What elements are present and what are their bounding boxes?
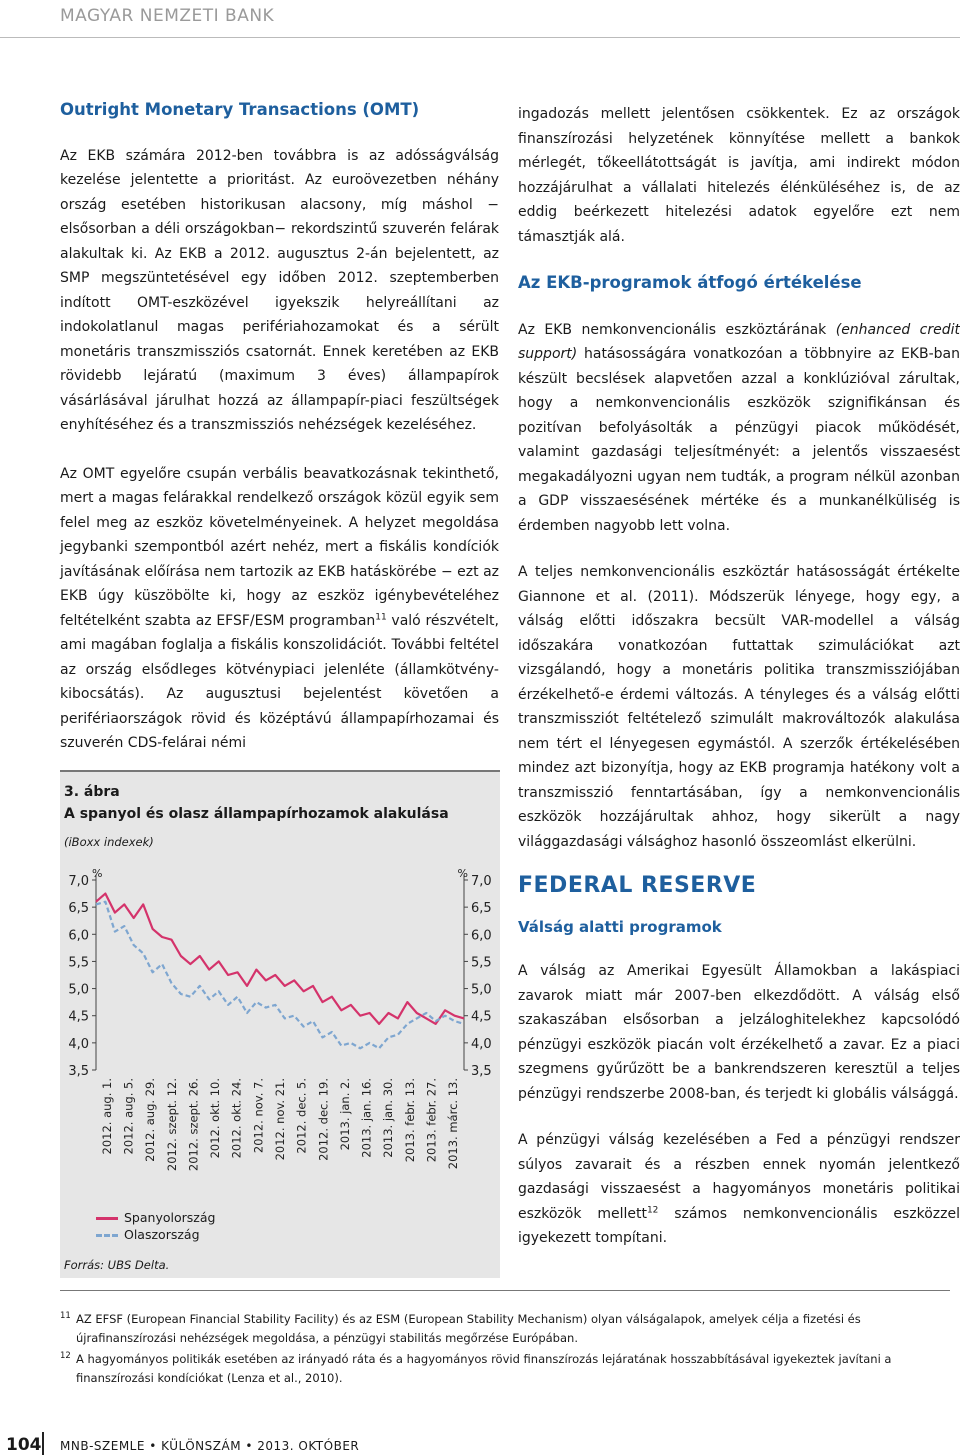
right-paragraph-4: A pénzügyi válság kezelésében a Fed a pénzügyi rendszer súlyos zavarait és a részben ennek nyomán jelentkező gazdasági visszaesést a hagyományos monetáris politikai eszközök mellett$^{12}$ számos nemkonvencionális eszközzel igyekezett tompítani. <box>518 1132 960 1246</box>
y-tick-label-right: 4,0 <box>471 1036 492 1052</box>
x-tick-label: 2013. márc. 13. <box>446 1078 461 1170</box>
ekb-evaluation-heading: Az EKB-programok átfogó értékelése <box>518 273 862 292</box>
legend-spain: Spanyolország <box>96 1210 215 1225</box>
footnote-ref-12: 12 <box>646 1204 659 1215</box>
x-tick-label: 2013. febr. 27. <box>424 1078 439 1163</box>
x-tick-label: 2013. jan. 16. <box>359 1078 374 1158</box>
x-tick-label: 2012. nov. 21. <box>273 1078 287 1161</box>
y-tick-label-right: 5,0 <box>471 982 492 998</box>
y-tick-label-left: 5,5 <box>68 955 89 971</box>
header-divider <box>0 37 960 38</box>
x-tick-label: 2012. nov. 7. <box>251 1078 266 1154</box>
publication-name: MNB-SZEMLE • KÜLÖNSZÁM • 2013. OKTÓBER <box>60 1439 360 1453</box>
footnote-ref-11: 11 <box>375 611 387 622</box>
y-tick-label-right: 6,5 <box>471 901 492 917</box>
omt-paragraph-2: Az OMT egyelőre csupán verbális beavatkozásnak tekinthető, mert a magas felárakkal rendelkező országok közül egyik sem felel meg az eszköz követelményeinek. A helyzet megoldása jegybanki szempontból azért nehéz, mert a fiskális kondíciók javításának előírása nem tartozik az EKB hatáskörébe − ezt az EKB úgy küszöbölte ki, hogy az eszköz igénybevételéhez feltételként szabta az EFSF/ESM programban$^{11}$ való részvételt, ami magában foglalja a fiskális konszolidációt. További feltétel az ország elsődleges kötvénypiaci jelenléte (államkötvény-kibocsátás). Az augusztusi bejelentést követően a perifériaországok rövid és középtávú állampapírhozamai és szuverén CDS-felárai némi <box>60 465 499 751</box>
right-column <box>518 102 960 1251</box>
right-paragraph-0: ingadozás mellett jelentősen csökkentek. Ez az országok finanszírozási helyzetének könnyítése mellett a bankok mérlegét, tőkeellátottságát is javítja, ami indirekt módon hozzájárulhat a vállalati hitelezés élénküléséhez is, de az eddig beérkezett hitelezési adatok egyelőre ezt nem támasztják alá. <box>518 106 960 245</box>
y-tick-label-left: 4,0 <box>68 1036 89 1052</box>
yield-chart <box>60 865 500 1205</box>
y-unit-left: % <box>92 867 103 880</box>
omt-paragraph-1: Az EKB számára 2012-ben továbbra is az adósságválság kezelése jelentette a prioritást. Az euroövezetben néhány ország esetében historikusan alacsony, míg máshol − elsősorban a déli országokban− rekordszintű szuverén felárak alakultak ki. Az EKB a 2012. augusztus 2-án bejelentett, az SMP megszüntetésével egy időben 2012. szeptemberben indított OMT-eszközével igyekszik helyreállítani az indokolatlanul magas perifériahozamokat és a sérült monetáris transzmissziós csatornát. Ennek keretében az EKB rövidebb lejáratú (maximum 3 éves) állampapírok vásárlásával járulhat hozzá az állampapír-piaci feszültségek enyhítéséhez és a transzmissziós nehézségek kezeléséhez. <box>60 147 499 433</box>
y-tick-label-right: 4,5 <box>471 1009 492 1025</box>
y-tick-label-left: 6,0 <box>68 928 89 944</box>
x-tick-label: 2012. szept. 26. <box>186 1078 201 1172</box>
y-tick-label-right: 5,5 <box>471 955 492 971</box>
y-tick-label-left: 5,0 <box>68 982 89 998</box>
y-tick-label-right: 3,5 <box>471 1064 492 1079</box>
footnote-11: 11 AZ EFSF (European Financial Stability Facility) és az ESM (European Stability Mechanism) olyan válságalapok, amelyek célja a fizetési és újrafinanszírozási nehézségek megoldása, a pénzügyi stabilitás megőrzése Európában. <box>60 1311 861 1345</box>
publisher-header: MAGYAR NEMZETI BANK <box>60 6 275 26</box>
x-tick-label: 2012. dec. 5. <box>294 1078 309 1154</box>
y-tick-label-left: 7,0 <box>68 874 89 889</box>
omt-heading: Outright Monetary Transactions (OMT) <box>60 100 420 119</box>
figure-subtitle: (iBoxx indexek) <box>64 835 154 849</box>
x-tick-label: 2013. jan. 2. <box>337 1078 352 1151</box>
x-tick-label: 2013. jan. 30. <box>381 1078 396 1158</box>
left-column-top <box>60 98 499 756</box>
x-tick-label: 2012. aug. 5. <box>121 1078 136 1155</box>
footnote-divider <box>60 1290 950 1291</box>
legend-italy: Olaszország <box>96 1227 200 1242</box>
page-number: 104 <box>6 1435 42 1455</box>
federal-reserve-title: FEDERAL RESERVE <box>518 873 757 898</box>
footnote-12: 12 A hagyományos politikák esetében az irányadó ráta és a hagyományos rövid finanszírozás lejáratának hosszabbításával igyekeztek javítani a finanszírozási kondíciókat (Lenza et al., 2010). <box>60 1351 892 1385</box>
right-paragraph-3: A válság az Amerikai Egyesült Államokban a lakáspiaci zavarok miatt már 2007-ben elkezdődött. A válság első szakaszában elsősorban a jelzáloghitelekhez kapcsolódó pénzügyi eszközök piacán volt érzékelhető a zavar. Ez a piaci szegmens gyűrűzött be a bankrendszeren keresztül a teljes pénzügyi rendszerbe 2008-ban, és terjedt ki globális válsággá. <box>518 963 960 1102</box>
y-unit-right: % <box>457 867 468 880</box>
x-tick-label: 2012. okt. 10. <box>208 1078 223 1159</box>
x-tick-label: 2012. szept. 12. <box>164 1078 179 1172</box>
y-tick-label-left: 3,5 <box>68 1064 89 1079</box>
y-tick-label-right: 6,0 <box>471 928 492 944</box>
y-tick-label-left: 4,5 <box>68 1009 89 1025</box>
right-paragraph-1: Az EKB nemkonvencionális eszköztárának (enhanced credit support) hatásosságára vonatkozóan a többnyire az EKB-ban készült becslések alapvetően azzal a konklúzióval zárultak, hogy a nemkonvencionális eszközök szignifikánsan és pozitívan befolyásolták a pénzügyi piacok működését, valamint gazdasági teljesítményét: a jelentős visszaesést megakadályozni ugyan nem tudták, a program nélkül azonban a GDP visszaesésének mértéke és a munkanélküliség is érdemben nagyobb lett volna. <box>518 321 960 534</box>
y-tick-label-left: 6,5 <box>68 901 89 917</box>
x-tick-label: 2012. dec. 19. <box>316 1078 331 1161</box>
x-tick-label: 2012. aug. 29. <box>143 1078 158 1162</box>
crisis-programs-subtitle: Válság alatti programok <box>518 917 722 936</box>
y-tick-label-right: 7,0 <box>471 874 492 889</box>
figure-label: 3. ábra <box>64 784 120 800</box>
figure-source: Forrás: UBS Delta. <box>64 1258 170 1272</box>
figure-title: A spanyol és olasz állampapírhozamok alakulása <box>64 806 449 822</box>
page-footer <box>0 1432 960 1455</box>
x-tick-label: 2012. okt. 24. <box>229 1078 244 1159</box>
x-tick-label: 2012. aug. 1. <box>99 1078 114 1155</box>
x-tick-label: 2013. febr. 13. <box>402 1078 417 1163</box>
series-line-spain <box>96 894 464 1024</box>
figure-3 <box>60 770 500 1278</box>
right-paragraph-2: A teljes nemkonvencionális eszköztár hatásosságát értékelte Giannone et al. (2011). Módszerük lényege, hogy egy, a válság előtti időszakra becsült VAR-modellel a válság időszakára vonatkozóan futtattak szimulációkat azt vizsgálandó, hogy a monetáris politika transzmissziójában érzékelhető-e érdemi változás. A tényleges és a válság előtti transzmissziót feltételező szimulált makrováltozók alakulása nem tért el lényegesen egymástól. A szerzők értékelésében mindez azt bizonyítja, hogy az EKB programja hatékony volt a transzmisszió fenntartásában, így a nemkonvencionális eszközök hozzájárultak ahhoz, hogy sikerült a nagy világgazdasági válsághoz hasonló összeomlást elkerülni. <box>518 564 960 850</box>
